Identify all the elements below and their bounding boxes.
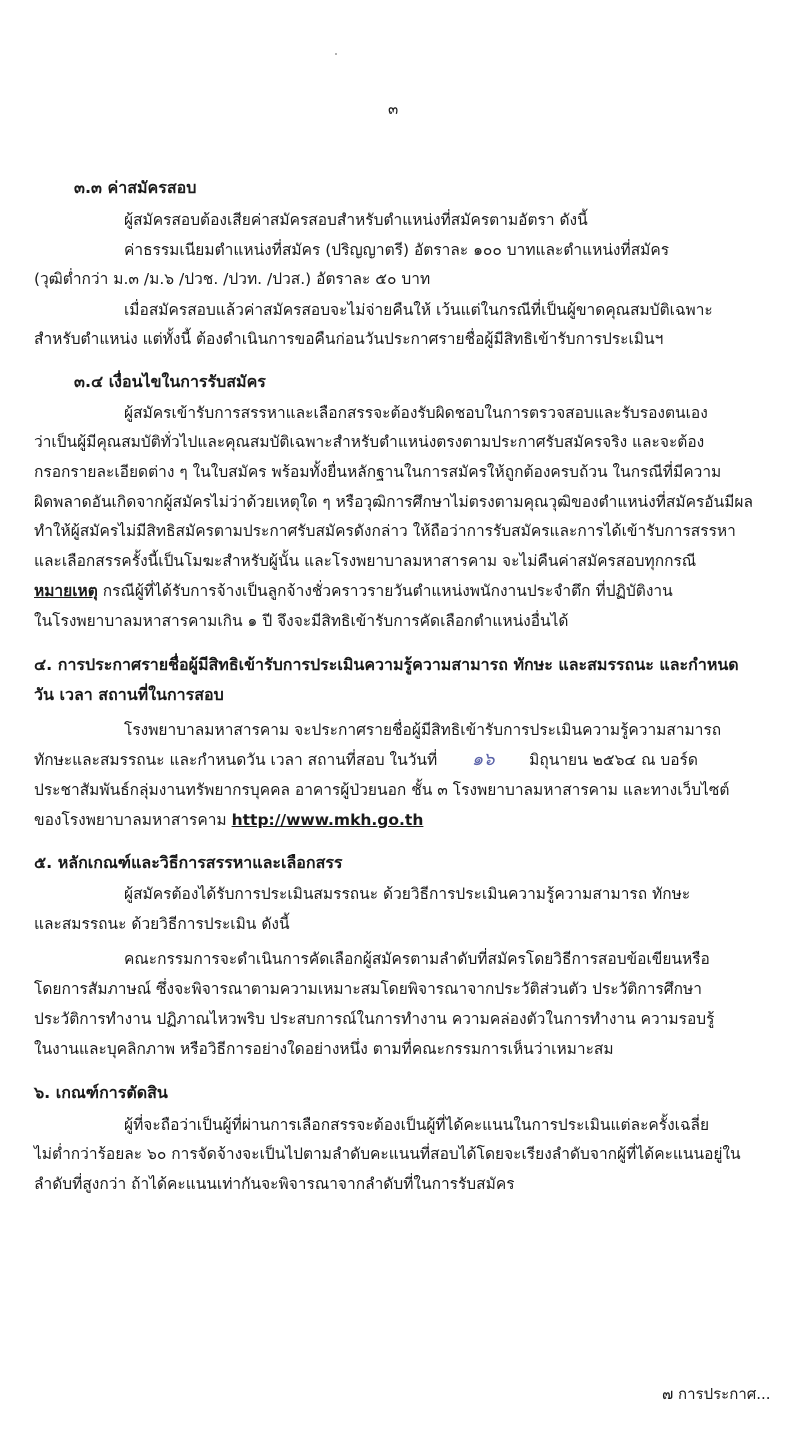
section-4-line-4 bbox=[34, 810, 423, 830]
section-6-line-1: ผู้ที่จะถือว่าเป็นผู้ที่ผ่านการเลือกสรรจะต้องเป็นผู้ที่ได้คะแนนในการประเมินแต่ละครั้งเฉลี่ย bbox=[124, 1116, 710, 1134]
section-6-line-2: ไม่ต่ำกว่าร้อยละ ๖๐ การจัดจ้างจะเป็นไปตามลำดับคะแนนที่สอบได้โดยจะเรียงลำดับจากผู้ที่ได้คะแนนอยู่ใน bbox=[34, 1145, 741, 1163]
section-5-line-1: ผู้สมัครต้องได้รับการประเมินสมรรถนะ ด้วยวิธีการประเมินความรู้ความสามารถ ทักษะ bbox=[124, 885, 691, 903]
section-3-3-line-1: ผู้สมัครสอบต้องเสียค่าสมัครสอบสำหรับตำแหน่งที่สมัครตามอัตรา ดังนี้ bbox=[124, 211, 588, 229]
section-4-line-2-start: ทักษะและสมรรถนะ และกำหนดวัน เวลา สถานที่สอบ ในวันที่ bbox=[34, 751, 438, 769]
website-link[interactable]: http://www.mkh.go.th bbox=[231, 811, 424, 829]
section-5-line-2: และสมรรถนะ ด้วยวิธีการประเมิน ดังนี้ bbox=[34, 915, 290, 933]
section-5-line-5: ประวัติการทำงาน ปฏิภาณไหวพริบ ประสบการณ์ในการทำงาน ความคล่องตัวในการทำงาน ความรอบรู้ bbox=[34, 1010, 715, 1028]
section-3-4-line-8: ในโรงพยาบาลมหาสารคามเกิน ๑ ปี จึงจะมีสิทธิเข้ารับการคัดเลือกตำแหน่งอื่นได้ bbox=[34, 612, 569, 630]
section-5-line-6: ในงานและบุคลิกภาพ หรือวิธีการอย่างใดอย่างหนึ่ง ตามที่คณะกรรมการเห็นว่าเหมาะสม bbox=[34, 1040, 614, 1058]
scan-dot bbox=[335, 53, 337, 55]
section-5-heading: ๕. หลักเกณฑ์และวิธีการสรรหาและเลือกสรร bbox=[34, 853, 343, 872]
section-3-4-line-6: และเลือกสรรครั้งนี้เป็นโมฆะสำหรับผู้นั้น และโรงพยาบาลมหาสารคาม จะไม่คืนค่าสมัครสอบทุกกรณี bbox=[34, 552, 697, 570]
section-4-heading-1: ๔. การประกาศรายชื่อผู้มีสิทธิเข้ารับการประเมินความรู้ความสามารถ ทักษะ และสมรรถนะ และกำหนด bbox=[34, 655, 739, 674]
section-6-line-3: ลำดับที่สูงกว่า ถ้าได้คะแนนเท่ากันจะพิจารณาจากลำดับที่ในการรับสมัคร bbox=[34, 1175, 515, 1193]
section-4-line-4-start: ของโรงพยาบาลมหาสารคาม bbox=[34, 811, 232, 829]
handwritten-day: ๑๖ bbox=[471, 749, 495, 770]
section-3-4-heading: ๓.๔ เงื่อนไขในการรับสมัคร bbox=[74, 372, 266, 391]
next-page-indicator: ๗ การประกาศ... bbox=[662, 1385, 771, 1403]
section-4-line-1: โรงพยาบาลมหาสารคาม จะประกาศรายชื่อผู้มีสิทธิเข้ารับการประเมินความรู้ความสามารถ bbox=[124, 721, 722, 739]
section-4-heading-2: วัน เวลา สถานที่ในการสอบ bbox=[34, 685, 224, 704]
section-3-4-line-5: ทำให้ผู้สมัครไม่มีสิทธิสมัครตามประกาศรับสมัครดังกล่าว ให้ถือว่าการรับสมัครและการได้เข้ารับการสรรหา bbox=[34, 522, 736, 540]
section-3-3-heading: ๓.๓ ค่าสมัครสอบ bbox=[74, 178, 197, 197]
section-4-line-3: ประชาสัมพันธ์กลุ่มงานทรัพยากรบุคคล อาคารผู้ป่วยนอก ชั้น ๓ โรงพยาบาลมหาสารคาม และทางเว็บไซต์ bbox=[34, 781, 730, 799]
section-3-4-line-7 bbox=[34, 581, 673, 601]
note-text: กรณีผู้ที่ได้รับการจ้างเป็นลูกจ้างชั่วคราวรายวันตำแหน่งพนักงานประจำตึก ที่ปฏิบัติงาน bbox=[97, 582, 673, 600]
section-4-line-2 bbox=[34, 750, 698, 770]
section-3-3-line-4: เมื่อสมัครสอบแล้วค่าสมัครสอบจะไม่จ่ายคืนให้ เว้นแต่ในกรณีที่เป็นผู้ขาดคุณสมบัติเฉพาะ bbox=[124, 301, 713, 319]
section-3-4-line-1: ผู้สมัครเข้ารับการสรรหาและเลือกสรรจะต้องรับผิดชอบในการตรวจสอบและรับรองตนเอง bbox=[124, 404, 708, 422]
section-3-4-line-3: กรอกรายละเอียดต่าง ๆ ในใบสมัคร พร้อมทั้งยื่นหลักฐานในการสมัครให้ถูกต้องครบถ้วน ในกรณีที่มีความ bbox=[34, 463, 722, 481]
section-6-heading: ๖. เกณฑ์การตัดสิน bbox=[34, 1083, 168, 1102]
section-3-3-line-3: (วุฒิต่ำกว่า ม.๓ /ม.๖ /ปวช. /ปวท. /ปวส.) อัตราละ ๕๐ บาท bbox=[34, 270, 431, 288]
page-number: ๓ bbox=[388, 100, 399, 118]
section-3-4-line-2: ว่าเป็นผู้มีคุณสมบัติทั่วไปและคุณสมบัติเฉพาะสำหรับตำแหน่งตรงตามประกาศรับสมัครจริง และจะต้อง bbox=[34, 433, 705, 451]
section-3-3-line-2: ค่าธรรมเนียมตำแหน่งที่สมัคร (ปริญญาตรี) อัตราละ ๑๐๐ บาทและตำแหน่งที่สมัคร bbox=[124, 241, 670, 259]
note-label: หมายเหตุ bbox=[34, 582, 98, 600]
section-3-4-line-4: ผิดพลาดอันเกิดจากผู้สมัครไม่ว่าด้วยเหตุใด ๆ หรือวุฒิการศึกษาไม่ตรงตามคุณวุฒิของตำแหน่งที่สมัครอันมีผล bbox=[34, 493, 754, 511]
section-5-line-3: คณะกรรมการจะดำเนินการคัดเลือกผู้สมัครตามลำดับที่สมัครโดยวิธีการสอบข้อเขียนหรือ bbox=[124, 950, 710, 968]
section-3-3-line-5: สำหรับตำแหน่ง แต่ทั้งนี้ ต้องดำเนินการขอคืนก่อนวันประกาศรายชื่อผู้มีสิทธิเข้ารับการประเมินฯ bbox=[34, 330, 664, 348]
section-5-line-4: โดยการสัมภาษณ์ ซึ่งจะพิจารณาตามความเหมาะสมโดยพิจารณาจากประวัติส่วนตัว ประวัติการศึกษา bbox=[34, 980, 702, 998]
section-4-line-2-end: มิถุนายน ๒๕๖๔ ณ บอร์ด bbox=[529, 751, 698, 769]
